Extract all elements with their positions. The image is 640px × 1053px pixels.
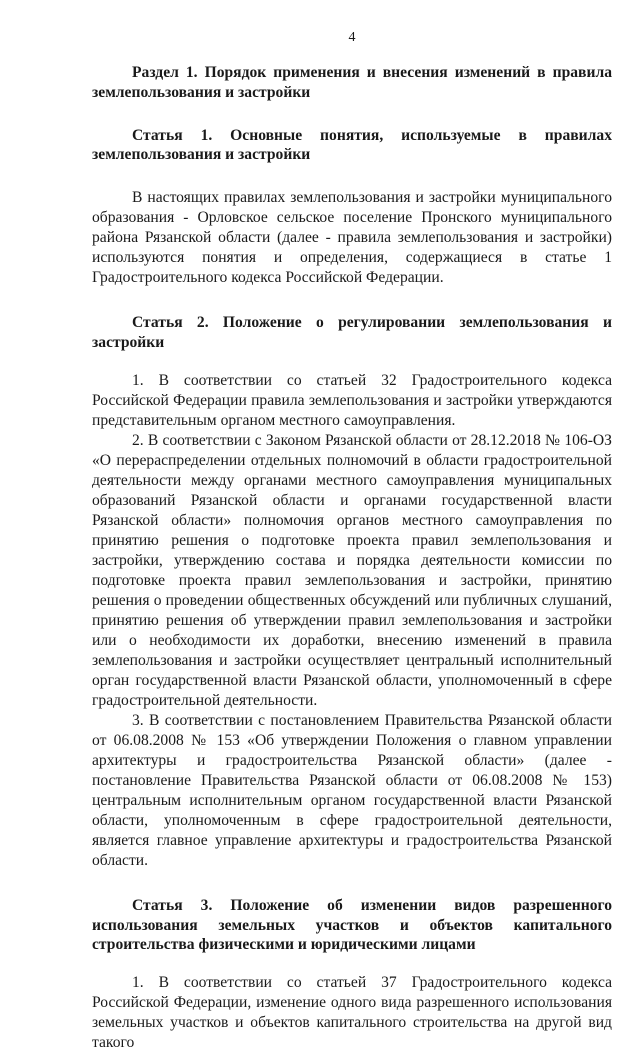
spacer [92,353,612,371]
article-1-paragraph: В настоящих правилах землепользования и застройки муниципального образования - Орловское сельское поселение Пронского муниципального района Рязанской области (далее - правила землепользования и застройки) используются понятия и определения, содержащиеся в статье 1 Градостроительного кодекса Российской Федерации. [92,189,612,287]
spacer [92,103,612,126]
article-2-paragraph-1: 1. В соответствии со статьей 32 Градостроительного кодекса Российской Федерации правила землепользования и застройки утверждаются представительным органом местного самоуправления. [92,371,612,429]
section-heading: Раздел 1. Порядок применения и внесения изменений в правила землепользования и застройки [92,64,612,101]
article-1-heading: Статья 1. Основные понятия, используемые в правилах землепользования и застройки [92,126,612,164]
article-2-paragraph-3: 3. В соответствии с постановлением Правительства Рязанской области от 06.08.2008 № 153 «Об утверждении Положения о главном управлении архитектуры и градостроительства Рязанской области» (далее - постановление Правительства Рязанской области от 06.08.2008 № 153) центральным исполнительным органом государственной власти Рязанской области, уполномоченным в сфере градостроительной деятельности, является главное управление архитектуры и градостроительства Рязанской области. [92,711,612,869]
article-2-heading: Статья 2. Положение о регулировании землепользования и застройки [92,314,612,351]
spacer [92,955,612,973]
spacer [92,165,612,188]
spacer [92,871,612,896]
spacer [92,288,612,313]
page-number: 4 [348,30,356,45]
article-3-paragraph-1: 1. В соответствии со статьей 37 Градостроительного кодекса Российской Федерации, изменение одного вида разрешенного использования земельных участков и объектов капитального строительства на другой вид такого [92,974,612,1052]
article-2-paragraph-2: 2. В соответствии с Законом Рязанской области от 28.12.2018 № 106-ОЗ «О перераспределении отдельных полномочий в области градостроительной деятельности между органами местного самоуправления муниципальных образований Рязанской области и органами государственной власти Рязанской области» полномочия органов местного самоуправления по принятию решения о подготовке проекта правил землепользования и застройки, утверждению состава и порядка деятельности комиссии по подготовке проекта правил землепользования и застройки, принятию решения о проведении общественных обсуждений или публичных слушаний, принятию решения об утверждении правил землепользования и застройки или о необходимости их доработки, внесению изменений в правила землепользования и застройки осуществляет центральный исполнительный орган государственной власти Рязанской области, уполномоченный в сфере градостроительной деятельности. [92,431,612,709]
article-3-heading: Статья 3. Положение об изменении видов разрешенного использования земельных участков и объектов капитального строительства физическими и юридическими лицами [92,896,612,954]
